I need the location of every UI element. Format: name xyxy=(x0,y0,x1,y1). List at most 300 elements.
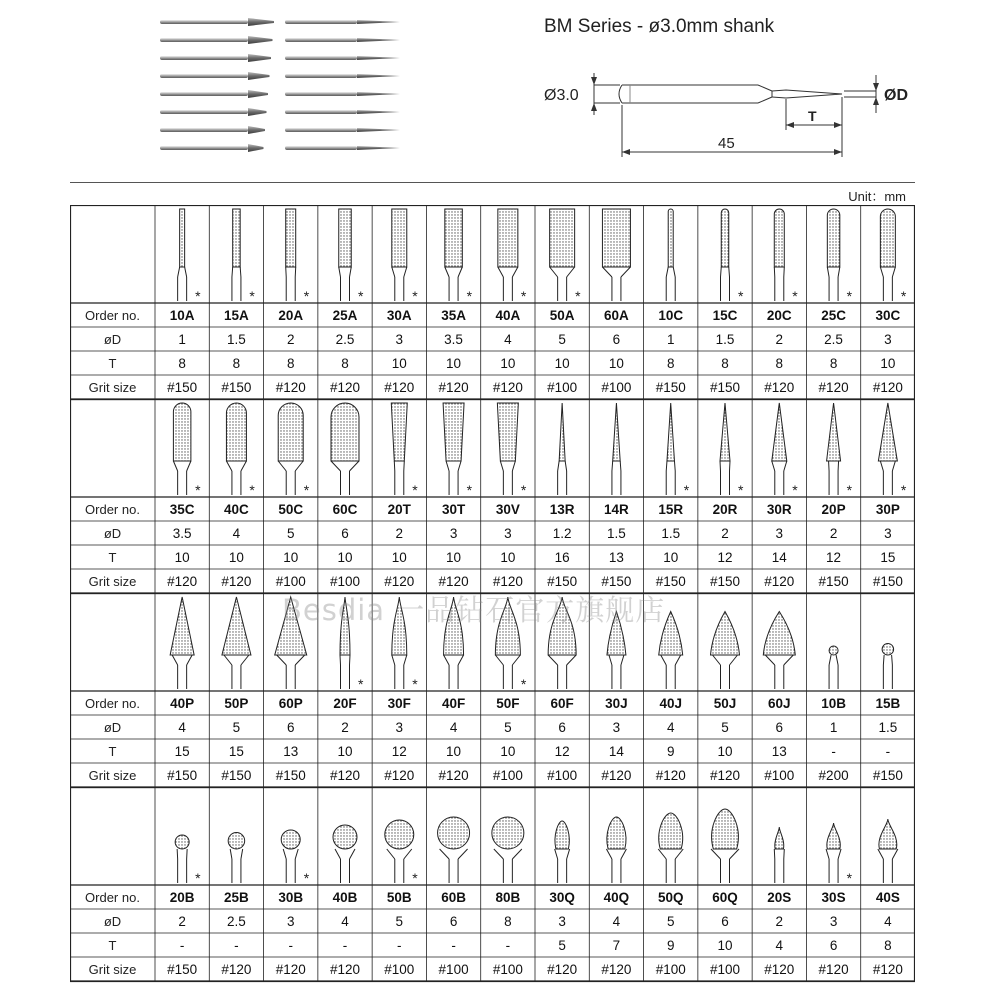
cell-t: 15 xyxy=(880,550,896,565)
cell-od: 3 xyxy=(612,720,621,735)
cell-grit: #120 xyxy=(384,380,415,395)
bur-40Q xyxy=(601,817,631,977)
watermark: Besdia 一品钻石官方旗舰店 xyxy=(282,593,666,627)
cell-t: 10 xyxy=(283,550,299,565)
star-mark: * xyxy=(358,288,364,304)
cell-od: 2 xyxy=(775,332,784,347)
cell-t: 12 xyxy=(717,550,733,565)
cell-od: 5 xyxy=(666,914,675,929)
cell-grit: #150 xyxy=(167,768,198,783)
cell-t: 9 xyxy=(666,744,675,759)
bur-head xyxy=(763,612,795,656)
photo-bur-head xyxy=(248,126,265,134)
header-divider xyxy=(70,182,915,183)
row-label-order: Order no. xyxy=(85,696,140,711)
cell-grit: #100 xyxy=(275,574,306,589)
photo-bur-shank xyxy=(285,92,357,96)
star-mark: * xyxy=(466,482,473,498)
cell-grit: #120 xyxy=(492,574,523,589)
cell-grit: #150 xyxy=(709,574,741,589)
cell-t: 14 xyxy=(608,744,624,759)
cell-order: 25A xyxy=(332,308,358,323)
cell-od: 3 xyxy=(395,720,404,735)
photo-bur-shank xyxy=(160,128,248,132)
star-mark: * xyxy=(303,482,310,498)
bur-40S xyxy=(873,819,903,977)
cell-order: 15A xyxy=(224,308,249,323)
bur-head xyxy=(772,403,787,461)
cell-t: 10 xyxy=(228,550,244,565)
star-mark: * xyxy=(412,288,418,304)
series-title: BM Series - ø3.0mm shank xyxy=(544,16,775,37)
overall-length-label: 45 xyxy=(718,135,735,152)
cell-t: 6 xyxy=(829,938,838,953)
cell-grit: #150 xyxy=(275,768,306,783)
photo-bur-head xyxy=(248,144,264,152)
bur-40A xyxy=(493,209,527,395)
photo-bur-head xyxy=(357,146,400,150)
cell-t: 8 xyxy=(721,356,729,371)
spec-section xyxy=(70,787,915,982)
bur-50C xyxy=(276,403,310,589)
cell-t: 10 xyxy=(663,550,679,565)
cell-t: - xyxy=(397,938,402,953)
cell-od: 2 xyxy=(829,526,838,541)
row-label-t: T xyxy=(108,550,117,565)
bur-50P xyxy=(221,597,251,783)
cell-grit: #150 xyxy=(547,574,578,589)
cell-t: 10 xyxy=(554,356,570,371)
cell-order: 30J xyxy=(605,696,628,711)
row-label-t: T xyxy=(108,356,117,371)
cell-grit: #100 xyxy=(438,962,469,977)
tip-diameter-label: ØD xyxy=(884,87,908,104)
star-mark: * xyxy=(412,482,418,498)
cell-grit: #150 xyxy=(221,380,252,395)
bur-50A xyxy=(547,209,581,395)
photo-bur-shank xyxy=(285,38,357,42)
star-mark: * xyxy=(575,288,581,304)
bur-10B xyxy=(819,646,849,783)
row-label-od: øD xyxy=(103,720,122,735)
photo-bur-shank xyxy=(160,56,248,60)
cell-od: 6 xyxy=(286,720,295,735)
photo-bur-shank xyxy=(285,110,357,114)
cell-t: - xyxy=(885,744,891,759)
cell-t: 7 xyxy=(612,938,621,953)
star-mark: * xyxy=(358,676,364,692)
bur-head xyxy=(226,403,246,461)
cell-order: 40F xyxy=(441,696,466,711)
cell-t: - xyxy=(179,938,185,953)
cell-order: 20S xyxy=(767,890,792,905)
cell-od: 4 xyxy=(178,720,186,735)
bur-25B xyxy=(221,833,251,978)
bur-head xyxy=(711,612,740,656)
cell-t: 10 xyxy=(391,550,407,565)
bur-30P xyxy=(873,403,907,589)
cell-grit: #100 xyxy=(329,574,361,589)
working-length-label: T xyxy=(808,108,817,124)
star-mark: * xyxy=(195,482,201,498)
cell-t: 9 xyxy=(666,938,675,953)
cell-od: 6 xyxy=(721,914,729,929)
bur-head xyxy=(720,403,730,461)
bur-head xyxy=(550,209,575,267)
cell-order: 10A xyxy=(169,308,195,323)
cell-grit: #100 xyxy=(709,962,741,977)
cell-t: 10 xyxy=(880,356,896,371)
cell-grit: #120 xyxy=(329,962,361,977)
photo-bur-head xyxy=(248,18,274,26)
cell-od: 6 xyxy=(775,720,784,735)
cell-t: - xyxy=(234,938,239,953)
row-label-t: T xyxy=(108,744,117,759)
bur-head xyxy=(882,644,894,656)
cell-t: - xyxy=(505,938,511,953)
cell-grit: #150 xyxy=(655,574,686,589)
cell-od: 4 xyxy=(341,914,349,929)
star-mark: * xyxy=(846,482,853,498)
cell-od: 5 xyxy=(558,332,566,347)
cell-grit: #100 xyxy=(547,380,578,395)
bur-head xyxy=(175,835,189,849)
cell-order: 30T xyxy=(441,502,466,517)
bur-15C xyxy=(710,209,744,395)
cell-grit: #120 xyxy=(655,768,686,783)
bur-head xyxy=(445,209,463,267)
photo-bur-shank xyxy=(160,146,248,150)
cell-order: 30R xyxy=(766,502,792,517)
photo-bur-shank xyxy=(160,110,248,114)
bur-head xyxy=(878,403,897,461)
cell-od: 2 xyxy=(286,332,295,347)
cell-grit: #150 xyxy=(818,574,849,589)
bur-30S xyxy=(819,823,853,977)
bur-head xyxy=(827,209,840,267)
cell-t: 10 xyxy=(446,550,462,565)
cell-grit: #100 xyxy=(492,962,523,977)
cell-t: - xyxy=(288,938,293,953)
bur-60A xyxy=(601,209,631,395)
cell-od: 3.5 xyxy=(172,526,192,541)
cell-od: 8 xyxy=(504,914,512,929)
bur-30J xyxy=(601,612,631,784)
cell-od: 2.5 xyxy=(335,332,355,347)
cell-grit: #120 xyxy=(384,574,415,589)
cell-t: 8 xyxy=(178,356,186,371)
shank-diameter-label: Ø3.0 xyxy=(544,87,579,104)
bur-head xyxy=(333,825,357,849)
photo-bur-head xyxy=(248,90,268,98)
cell-grit: #100 xyxy=(601,380,632,395)
cell-grit: #100 xyxy=(384,962,415,977)
bur-25C xyxy=(819,209,853,395)
row-label-order: Order no. xyxy=(85,890,140,905)
cell-od: 2 xyxy=(721,526,729,541)
star-mark: * xyxy=(792,482,798,498)
cell-t: 15 xyxy=(228,744,244,759)
bur-head xyxy=(659,813,683,849)
cell-grit: #120 xyxy=(818,962,849,977)
bur-50Q xyxy=(656,813,686,977)
cell-od: 5 xyxy=(395,914,404,929)
cell-grit: #120 xyxy=(601,962,632,977)
cell-od: 1.5 xyxy=(607,526,626,541)
bur-head xyxy=(555,821,569,849)
cell-od: 1 xyxy=(666,332,675,347)
cell-grit: #120 xyxy=(601,768,632,783)
bur-60B xyxy=(438,817,470,977)
cell-od: 5 xyxy=(232,720,241,735)
cell-od: 3 xyxy=(775,526,784,541)
cell-order: 60C xyxy=(332,502,358,517)
star-mark: * xyxy=(846,870,853,886)
cell-order: 10B xyxy=(821,696,846,711)
cell-order: 50C xyxy=(278,502,304,517)
bur-20P xyxy=(819,403,853,589)
cell-grit: #120 xyxy=(492,380,523,395)
cell-t: 10 xyxy=(500,356,516,371)
cell-order: 20A xyxy=(278,308,304,323)
photo-bur-shank xyxy=(160,20,248,24)
star-mark: * xyxy=(738,482,744,498)
cell-grit: #150 xyxy=(167,380,198,395)
cell-grit: #100 xyxy=(547,768,578,783)
bur-head xyxy=(339,209,352,267)
cell-grit: #100 xyxy=(764,768,795,783)
photo-bur-shank xyxy=(285,74,357,78)
cell-order: 13R xyxy=(549,502,575,517)
cell-od: 5 xyxy=(286,526,295,541)
cell-od: 1.5 xyxy=(878,720,898,735)
photo-bur-head xyxy=(248,54,271,62)
bur-head xyxy=(278,403,303,461)
cell-od: 4 xyxy=(449,720,458,735)
cell-t: 8 xyxy=(884,938,892,953)
cell-od: 4 xyxy=(884,914,892,929)
photo-bur-shank xyxy=(285,146,357,150)
bur-40C xyxy=(221,403,255,589)
cell-grit: #150 xyxy=(872,768,903,783)
cell-order: 50B xyxy=(386,890,412,905)
bur-head xyxy=(829,646,838,655)
photo-bur-shank xyxy=(160,74,248,78)
bur-head xyxy=(712,809,739,849)
bur-50J xyxy=(710,612,740,784)
cell-order: 50F xyxy=(496,696,520,711)
cell-grit: #120 xyxy=(872,962,903,977)
cell-order: 30V xyxy=(495,502,520,517)
cell-order: 50A xyxy=(549,308,575,323)
bur-10C xyxy=(656,209,686,395)
bur-80B xyxy=(492,817,524,977)
cell-od: 1 xyxy=(178,332,186,347)
bur-head xyxy=(721,209,729,267)
cell-order: 60A xyxy=(604,308,629,323)
bur-head xyxy=(559,403,565,461)
cell-od: 3 xyxy=(504,526,512,541)
cell-order: 60B xyxy=(441,890,466,905)
cell-od: 4 xyxy=(504,332,512,347)
cell-grit: #120 xyxy=(818,380,849,395)
cell-order: 40B xyxy=(332,890,358,905)
cell-t: 5 xyxy=(558,938,566,953)
bur-head xyxy=(497,403,518,461)
cell-t: 10 xyxy=(500,744,516,759)
cell-od: 2 xyxy=(775,914,784,929)
cell-od: 4 xyxy=(612,914,621,929)
bur-head xyxy=(228,833,245,850)
cell-grit: #120 xyxy=(438,574,469,589)
star-mark: * xyxy=(520,288,527,304)
cell-order: 40C xyxy=(224,502,249,517)
cell-order: 30Q xyxy=(549,890,575,905)
row-label-od: øD xyxy=(103,526,122,541)
cell-t: 12 xyxy=(554,744,570,759)
cell-t: 8 xyxy=(286,356,295,371)
bur-head xyxy=(668,209,673,267)
cell-order: 30B xyxy=(278,890,304,905)
cell-grit: #120 xyxy=(275,962,306,977)
bur-head xyxy=(774,209,784,267)
bur-35A xyxy=(439,209,473,395)
cell-od: 2.5 xyxy=(824,332,843,347)
cell-od: 6 xyxy=(558,720,566,735)
cell-order: 35A xyxy=(441,308,466,323)
cell-t: 12 xyxy=(826,550,842,565)
cell-od: 3 xyxy=(558,914,566,929)
bur-20S xyxy=(764,827,794,977)
cell-t: 16 xyxy=(554,550,570,565)
star-mark: * xyxy=(900,288,907,304)
star-mark: * xyxy=(303,288,310,304)
cell-order: 50P xyxy=(224,696,249,711)
cell-t: 10 xyxy=(446,744,462,759)
cell-grit: #120 xyxy=(764,962,795,977)
cell-grit: #120 xyxy=(547,962,578,977)
photo-bur-shank xyxy=(160,38,248,42)
cell-order: 50Q xyxy=(657,890,684,905)
bur-15A xyxy=(221,209,255,395)
cell-od: 2 xyxy=(395,526,404,541)
cell-grit: #120 xyxy=(167,574,198,589)
bur-25A xyxy=(330,209,364,395)
bur-head xyxy=(498,209,518,267)
cell-od: 3 xyxy=(884,526,892,541)
cell-order: 20B xyxy=(169,890,195,905)
cell-order: 35C xyxy=(169,502,195,517)
cell-grit: #120 xyxy=(221,574,252,589)
star-mark: * xyxy=(249,482,255,498)
cell-grit: #120 xyxy=(438,768,469,783)
bur-head xyxy=(443,403,464,461)
cell-order: 25B xyxy=(224,890,249,905)
spec-section xyxy=(70,399,915,594)
bur-head xyxy=(286,209,296,267)
bur-30B xyxy=(276,830,310,977)
cell-od: 2 xyxy=(341,720,349,735)
bur-60C xyxy=(330,403,360,589)
cell-od: 3 xyxy=(395,332,404,347)
bur-head xyxy=(827,403,841,461)
cell-od: 1.5 xyxy=(715,332,735,347)
cell-order: 30C xyxy=(875,308,901,323)
bur-head xyxy=(667,403,675,461)
cell-t: 13 xyxy=(771,744,787,759)
bur-50B xyxy=(384,820,418,977)
row-label-grit: Grit size xyxy=(88,962,137,977)
bur-head xyxy=(492,817,524,849)
cell-t: 15 xyxy=(174,744,190,759)
cell-order: 30S xyxy=(821,890,846,905)
cell-t: 14 xyxy=(771,550,787,565)
cell-t: 10 xyxy=(391,356,407,371)
cell-grit: #150 xyxy=(167,962,198,977)
cell-grit: #120 xyxy=(438,380,469,395)
cell-od: 3 xyxy=(449,526,458,541)
cell-order: 60F xyxy=(550,696,574,711)
cell-od: 6 xyxy=(341,526,349,541)
bur-head xyxy=(331,403,359,461)
photo-bur-head xyxy=(357,92,400,96)
cell-od: 3 xyxy=(884,332,892,347)
cell-grit: #120 xyxy=(329,380,361,395)
photo-bur-head xyxy=(248,72,270,80)
bur-15B xyxy=(873,644,903,784)
bur-20A xyxy=(276,209,310,395)
cell-order: 80B xyxy=(495,890,521,905)
cell-grit: #150 xyxy=(601,574,632,589)
photo-bur-head xyxy=(357,110,400,114)
cell-order: 40Q xyxy=(603,890,630,905)
bur-head xyxy=(880,209,895,267)
photo-bur-head xyxy=(248,36,273,44)
cell-order: 60Q xyxy=(712,890,738,905)
bur-14R xyxy=(601,403,631,589)
photo-bur-shank xyxy=(285,128,357,132)
cell-order: 40P xyxy=(170,696,195,711)
star-mark: * xyxy=(900,482,907,498)
cell-grit: #120 xyxy=(709,768,741,783)
cell-grit: #120 xyxy=(384,768,415,783)
cell-t: 8 xyxy=(666,356,675,371)
bur-40J xyxy=(656,612,686,784)
cell-od: 1.2 xyxy=(552,526,572,541)
cell-grit: #150 xyxy=(655,380,686,395)
star-mark: * xyxy=(303,870,310,886)
cell-order: 25C xyxy=(821,308,846,323)
bur-30Q xyxy=(547,821,577,977)
star-mark: * xyxy=(466,288,473,304)
cell-od: 4 xyxy=(232,526,241,541)
row-label-grit: Grit size xyxy=(88,380,137,395)
bur-head xyxy=(170,597,194,655)
cell-grit: #150 xyxy=(221,768,252,783)
star-mark: * xyxy=(249,288,255,304)
photo-bur-head xyxy=(357,20,400,24)
star-mark: * xyxy=(846,288,853,304)
spec-section xyxy=(70,205,915,400)
cell-od: 4 xyxy=(666,720,675,735)
bur-20C xyxy=(764,209,798,395)
cell-t: 12 xyxy=(391,744,407,759)
cell-t: 10 xyxy=(446,356,462,371)
cell-grit: #120 xyxy=(764,574,795,589)
star-mark: * xyxy=(792,288,798,304)
star-mark: * xyxy=(520,676,527,692)
cell-grit: #150 xyxy=(709,380,741,395)
